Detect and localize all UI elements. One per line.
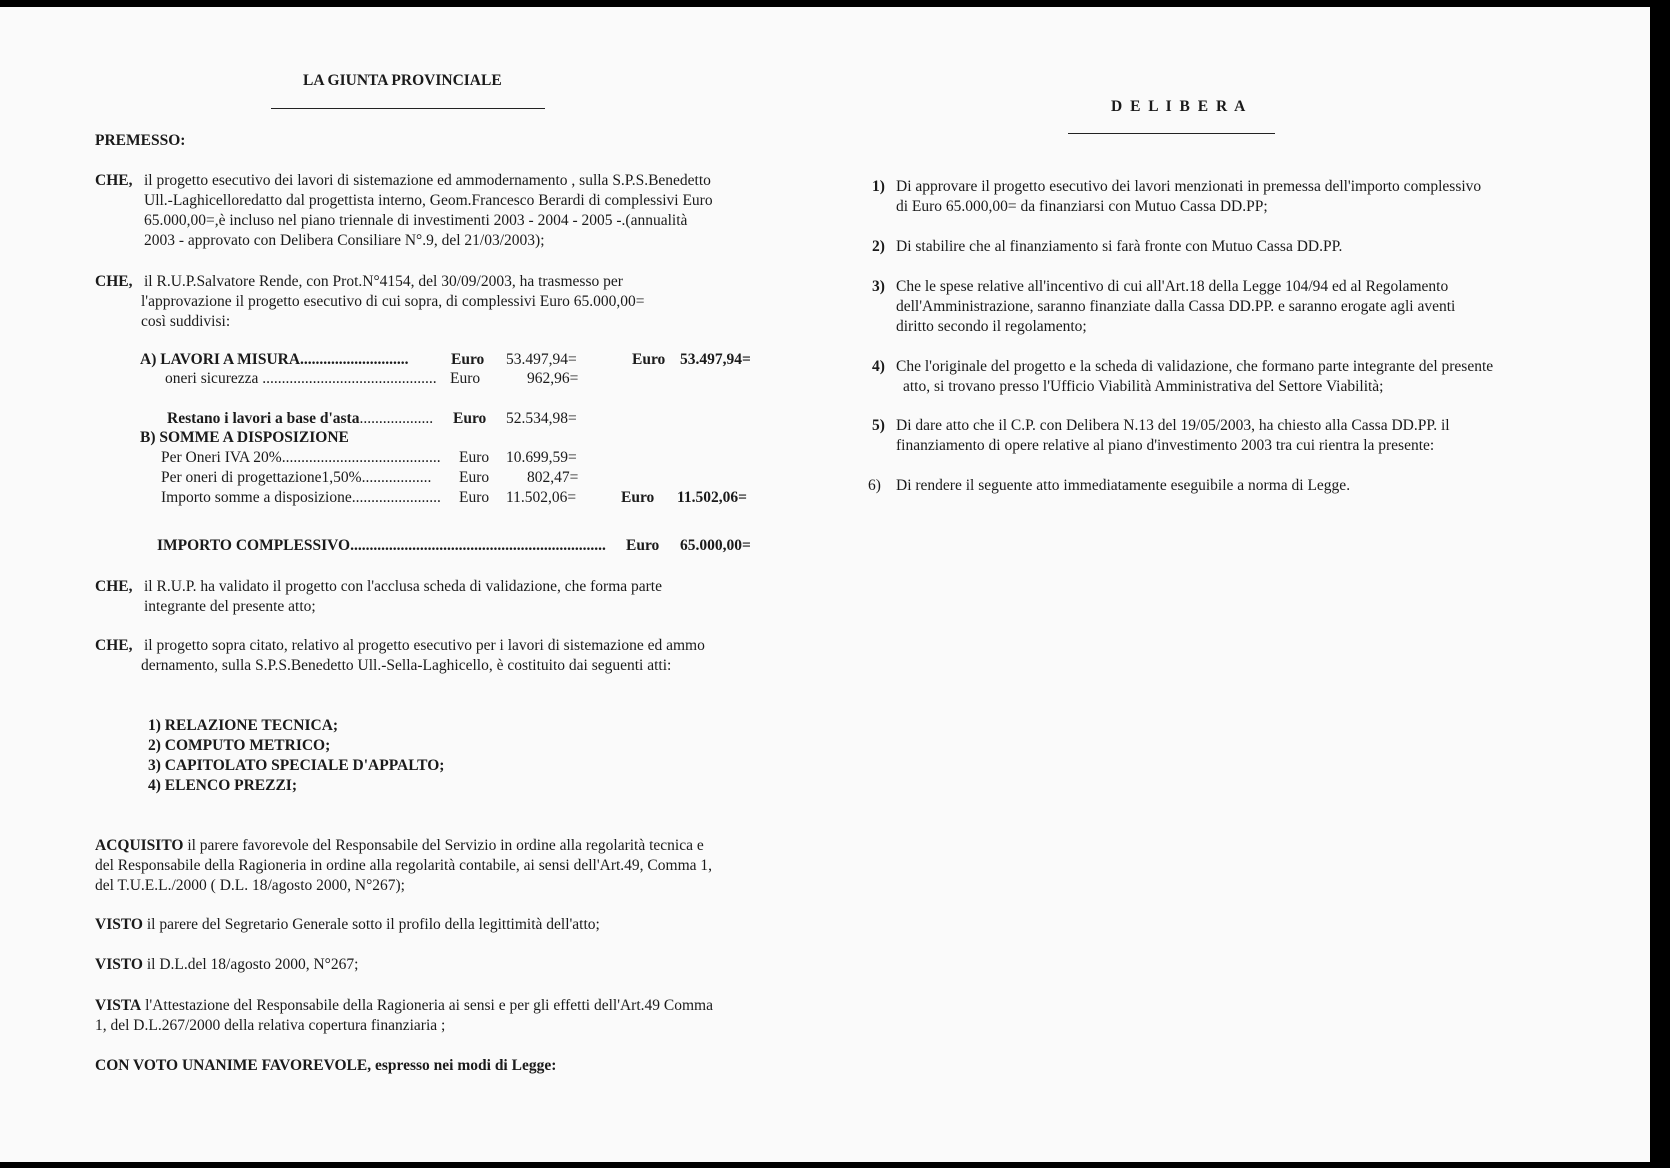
row-importo-somme	[161, 488, 441, 508]
currency: Euro	[450, 370, 481, 387]
che-label: CHE,	[95, 273, 133, 290]
amount: 962,96=	[527, 370, 579, 387]
leader-dots: .......................	[351, 489, 441, 506]
amount: 802,47=	[527, 469, 579, 486]
item-number: 3)	[872, 278, 885, 295]
visto-paragraph-2	[95, 955, 358, 975]
list-item: 3) CAPITOLATO SPECIALE D'APPALTO;	[148, 757, 445, 774]
item-number: 5)	[872, 417, 885, 434]
paragraph-line: il progetto esecutivo dei lavori di sistemazione ed ammodernamento , sulla S.P.S.Benedetto	[144, 172, 711, 189]
row-label: Importo somme a disposizione	[161, 489, 352, 506]
paragraph-line	[95, 996, 713, 1016]
currency: Euro	[621, 489, 655, 506]
item-line: di Euro 65.000,00= da finanziarsi con Mutuo Cassa DD.PP;	[896, 198, 1268, 215]
amount: 53.497,94=	[506, 351, 577, 368]
paragraph-line: 1, del D.L.267/2000 della relativa copertura finanziaria ;	[95, 1017, 446, 1034]
row-lavori-a-misura	[140, 350, 409, 370]
amount-total: 65.000,00=	[680, 537, 751, 554]
right-title: D E L I B E R A	[1111, 98, 1248, 115]
item-line: Che le spese relative all'incentivo di cui all'Art.18 della Legge 104/94 ed al Regolamento	[896, 278, 1449, 295]
paragraph-line: dernamento, sulla S.P.S.Benedetto Ull.-Sella-Laghicello, è costituito dai seguenti atti:	[141, 657, 672, 674]
row-label: oneri sicurezza	[165, 370, 259, 387]
amount-total: 53.497,94=	[680, 351, 751, 368]
che-label: CHE,	[95, 637, 133, 654]
paragraph-text: il parere favorevole del Responsabile del Servizio in ordine alla regolarità tecnica e	[183, 837, 704, 854]
currency: Euro	[632, 351, 666, 368]
visto-paragraph-1	[95, 915, 600, 935]
currency: Euro	[626, 537, 660, 554]
leader-dots: .........................................	[281, 449, 441, 466]
paragraph-line: il progetto sopra citato, relativo al progetto esecutivo per i lavori di sistemazione ed ammo	[144, 637, 705, 654]
item-line: Di approvare il progetto esecutivo dei lavori menzionati in premessa dell'importo complessivo	[896, 178, 1482, 195]
row-label: IMPORTO COMPLESSIVO	[157, 537, 351, 554]
paragraph-line: 65.000,00=,è incluso nel piano triennale di investimenti 2003 - 2004 - 2005 -.(annualità	[144, 212, 688, 229]
row-label: Restano i lavori a base d'asta	[167, 410, 360, 427]
item-line: Di stabilire che al finanziamento si farà fronte con Mutuo Cassa DD.PP.	[896, 238, 1343, 255]
item-line: diritto secondo il regolamento;	[896, 318, 1087, 335]
row-iva	[161, 448, 441, 468]
amount: 52.534,98=	[506, 410, 577, 427]
paragraph-label: VISTO	[95, 916, 143, 933]
amount: 10.699,59=	[506, 449, 577, 466]
row-restano	[167, 409, 433, 429]
leader-dots: .............................................	[262, 370, 437, 387]
row-oneri-sicurezza	[165, 369, 437, 389]
paragraph-text: il parere del Segretario Generale sotto il profilo della legittimità dell'atto;	[142, 916, 600, 933]
left-title-rule	[271, 108, 545, 109]
paragraph-line: l'approvazione il progetto esecutivo di cui sopra, di complessivi Euro 65.000,00=	[141, 293, 645, 310]
leader-dots: ..................	[361, 469, 432, 486]
paragraph-line: così suddivisi:	[141, 313, 231, 330]
paragraph-label: VISTO	[95, 956, 143, 973]
leader-dots: ...................	[359, 410, 434, 427]
paragraph-line: del Responsabile della Ragioneria in ordine alla regolarità contabile, ai sensi dell'Art.49, Comma 1,	[95, 857, 713, 874]
paragraph-label: VISTA	[95, 997, 142, 1014]
item-line: dell'Amministrazione, saranno finanziate dalla Cassa DD.PP. e saranno erogate agli aventi	[896, 298, 1456, 315]
paragraph-line: 2003 - approvato con Delibera Consiliare N°.9, del 21/03/2003);	[144, 232, 545, 249]
left-title: LA GIUNTA PROVINCIALE	[303, 72, 502, 89]
row-somme-heading: B) SOMME A DISPOSIZIONE	[140, 429, 349, 446]
list-item: 1) RELAZIONE TECNICA;	[148, 717, 339, 734]
list-item: 2) COMPUTO METRICO;	[148, 737, 331, 754]
item-number: 1)	[872, 178, 885, 195]
paragraph-line: il R.U.P. ha validato il progetto con l'acclusa scheda di validazione, che forma parte	[144, 578, 662, 595]
amount: 11.502,06=	[506, 489, 577, 506]
item-line: finanziamento di opere relative al piano d'investimento 2003 tra cui rientra la presente:	[896, 437, 1435, 454]
row-importo-complessivo	[157, 536, 606, 556]
leader-dots: ............................	[300, 351, 409, 368]
premesso-heading: PREMESSO:	[95, 132, 186, 149]
currency: Euro	[451, 351, 485, 368]
paragraph-label: ACQUISITO	[95, 837, 184, 854]
leader-dots: ..................................................................	[350, 537, 606, 554]
amount-total: 11.502,06=	[677, 489, 747, 506]
paragraph-line	[95, 836, 704, 856]
item-line: atto, si trovano presso l'Ufficio Viabilità Amministrativa del Settore Viabilità;	[903, 378, 1384, 395]
currency: Euro	[459, 449, 490, 466]
row-label: Per Oneri IVA 20%	[161, 449, 282, 466]
item-line: Di dare atto che il C.P. con Delibera N.13 del 19/05/2003, ha chiesto alla Cassa DD.PP. il	[896, 417, 1450, 434]
item-line: Di rendere il seguente atto immediatamente eseguibile a norma di Legge.	[896, 477, 1351, 494]
paragraph-line: del T.U.E.L./2000 ( D.L. 18/agosto 2000, N°267);	[95, 877, 405, 894]
paragraph-text: il D.L.del 18/agosto 2000, N°267;	[142, 956, 359, 973]
list-item: 4) ELENCO PREZZI;	[148, 777, 297, 794]
document-page	[0, 7, 1650, 1162]
currency: Euro	[453, 410, 487, 427]
paragraph-line: Ull.-Laghicelloredatto dal progettista interno, Geom.Francesco Berardi di complessivi Euro	[144, 192, 713, 209]
item-number: 6)	[868, 477, 881, 494]
row-label: A) LAVORI A MISURA	[140, 351, 301, 368]
item-number: 2)	[872, 238, 885, 255]
currency: Euro	[459, 469, 490, 486]
paragraph-text: l'Attestazione del Responsabile della Ragioneria ai sensi e per gli effetti dell'Art.49 Comma	[141, 997, 713, 1014]
row-label: Per oneri di progettazione1,50%	[161, 469, 362, 486]
right-title-rule	[1068, 133, 1275, 134]
currency: Euro	[459, 489, 490, 506]
voto-statement: CON VOTO UNANIME FAVOREVOLE, espresso nei modi di Legge:	[95, 1057, 557, 1074]
item-line: Che l'originale del progetto e la scheda di validazione, che formano parte integrante del presente	[896, 358, 1494, 375]
che-label: CHE,	[95, 578, 133, 595]
che-label: CHE,	[95, 172, 133, 189]
paragraph-line: integrante del presente atto;	[144, 598, 316, 615]
row-progettazione	[161, 468, 431, 488]
paragraph-line: il R.U.P.Salvatore Rende, con Prot.N°4154, del 30/09/2003, ha trasmesso per	[144, 273, 623, 290]
item-number: 4)	[872, 358, 885, 375]
